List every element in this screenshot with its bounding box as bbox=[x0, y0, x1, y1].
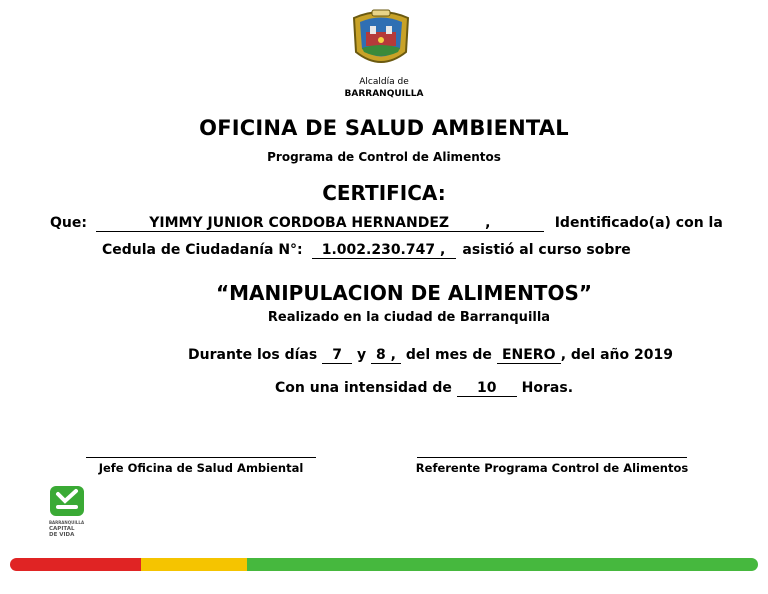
month: ENERO bbox=[501, 347, 556, 363]
year-text: , del año 2019 bbox=[560, 347, 673, 363]
logo-caption-line1: BARRANQUILLA bbox=[49, 520, 85, 525]
barranquilla-capital-logo-icon bbox=[49, 485, 85, 517]
id-number-field: 1.002.230.747 , bbox=[312, 242, 456, 259]
seal-caption-bottom: BARRANQUILLA bbox=[344, 89, 424, 99]
day-start: 7 bbox=[322, 347, 352, 364]
attended-text: asistió al curso sobre bbox=[462, 242, 631, 258]
during-label: Durante los días bbox=[188, 347, 318, 363]
certificate-line-name bbox=[50, 215, 723, 232]
hours-value: 10 bbox=[457, 380, 517, 397]
seal-caption-top: Alcaldía de bbox=[359, 77, 409, 87]
signature-line-left bbox=[86, 457, 316, 458]
certificate-line-dates bbox=[188, 347, 673, 364]
logo-caption-line2: CAPITAL bbox=[49, 526, 75, 532]
month-field bbox=[497, 347, 561, 364]
id-label: Cedula de Ciudadanía N°: bbox=[102, 242, 303, 258]
que-label: Que: bbox=[50, 215, 87, 231]
office-title: OFICINA DE SALUD AMBIENTAL bbox=[199, 116, 569, 140]
city-text: Realizado en la ciudad de Barranquilla bbox=[267, 310, 551, 325]
footer-color-bar bbox=[10, 558, 758, 571]
logo-caption bbox=[49, 520, 84, 538]
course-title: “MANIPULACION DE ALIMENTOS” bbox=[215, 281, 593, 305]
and-label: y bbox=[356, 347, 367, 363]
color-bar-red bbox=[10, 558, 141, 571]
signature-line-right bbox=[417, 457, 687, 458]
color-bar-green bbox=[247, 558, 758, 571]
day-end: 8 bbox=[375, 347, 386, 363]
day-end-field: 8 , bbox=[371, 347, 401, 364]
person-name: YIMMY JUNIOR CORDOBA HERNANDEZ bbox=[149, 215, 450, 231]
program-subtitle: Programa de Control de Alimentos bbox=[267, 150, 501, 164]
signature-label-left: Jefe Oficina de Salud Ambiental bbox=[98, 461, 304, 475]
id-number: 1.002.230.747 bbox=[321, 242, 436, 258]
certificate-line-hours bbox=[275, 380, 573, 397]
person-name-field bbox=[96, 215, 544, 232]
identified-text: Identificado(a) con la bbox=[554, 215, 723, 231]
certificate-line-id bbox=[102, 242, 631, 259]
color-bar-yellow bbox=[141, 558, 247, 571]
barranquilla-seal-icon bbox=[346, 4, 416, 74]
certifies-heading: CERTIFICA: bbox=[322, 181, 446, 205]
month-label: del mes de bbox=[405, 347, 492, 363]
signature-label-right: Referente Programa Control de Alimentos bbox=[415, 461, 689, 475]
intensity-label: Con una intensidad de bbox=[275, 380, 452, 396]
comma: , bbox=[485, 215, 491, 231]
hours-label: Horas. bbox=[521, 380, 574, 396]
logo-caption-line3: DE VIDA bbox=[49, 532, 75, 538]
